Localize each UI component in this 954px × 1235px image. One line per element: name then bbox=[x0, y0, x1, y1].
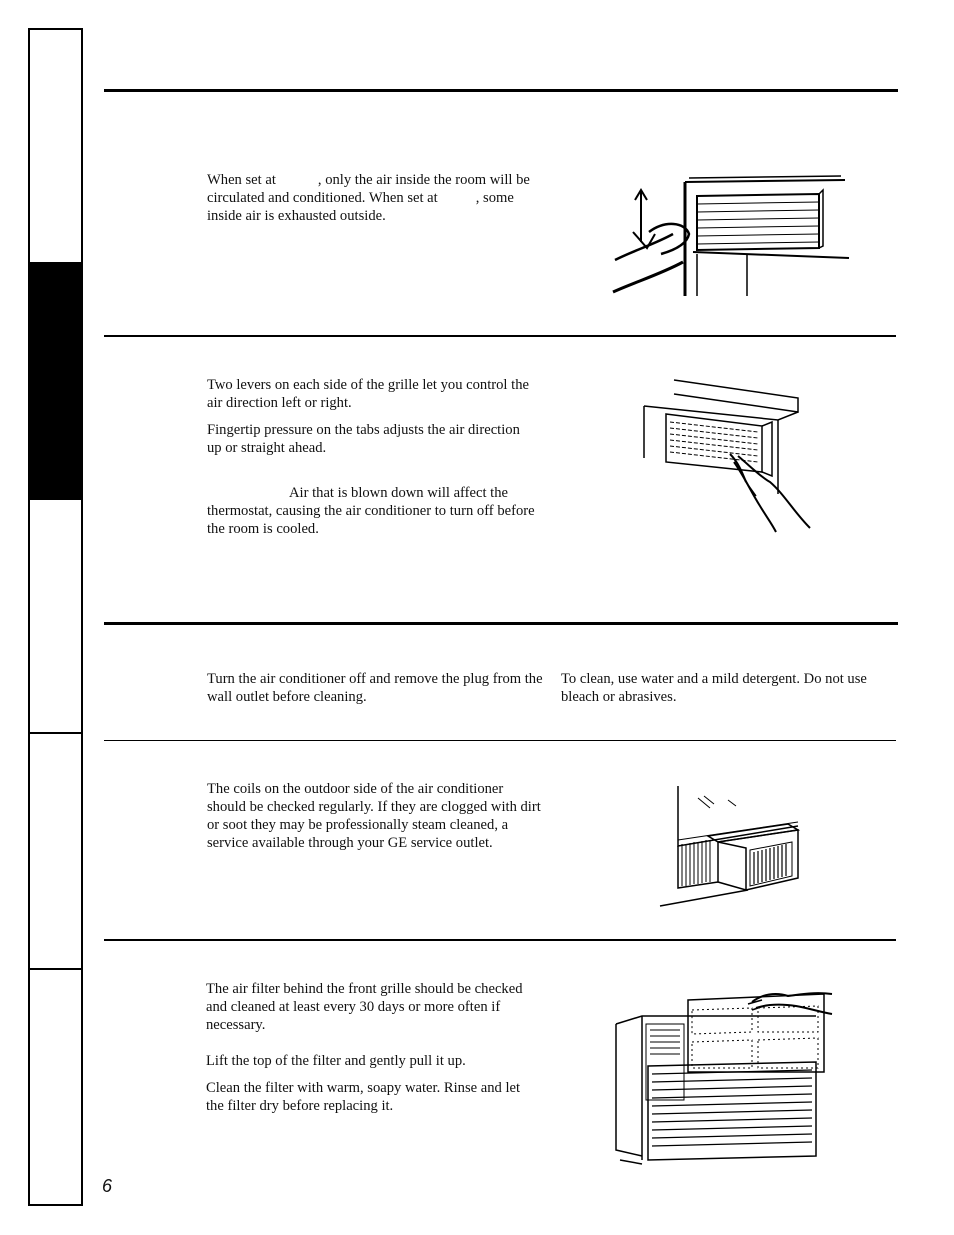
air-direction-louver-illustration bbox=[638, 376, 818, 536]
air-exchange-text bbox=[207, 171, 542, 234]
section-rule-2 bbox=[104, 335, 896, 337]
air-exchange-text-middle: , only the air inside the room will be circulated and conditioned. When set at bbox=[207, 172, 530, 206]
outdoor-coils-illustration bbox=[658, 786, 808, 910]
side-tab-5[interactable] bbox=[28, 968, 83, 1206]
coils-para-1: The coils on the outdoor side of the air conditioner should be checked regularly. If they are clogged with dirt or soot they may be professionally steam cleaned, a service available through your GE service outlet. bbox=[207, 781, 541, 851]
side-tab-3[interactable] bbox=[28, 498, 83, 734]
filter-para-1: The air filter behind the front grille should be checked and cleaned at least every 30 days or more often if necessary. bbox=[206, 981, 523, 1033]
section-rule-5 bbox=[104, 939, 896, 941]
air-direction-para-1: Two levers on each side of the grille let you control the air direction left or right. bbox=[207, 377, 529, 411]
page-number: 6 bbox=[102, 1176, 113, 1196]
side-tab-1[interactable] bbox=[28, 28, 83, 264]
side-tab-2-active[interactable] bbox=[28, 262, 83, 500]
section-rule-4 bbox=[104, 740, 896, 741]
filter-text bbox=[206, 980, 541, 1124]
cleaning-left-text: Turn the air conditioner off and remove the plug from the wall outlet before cleaning. bbox=[207, 671, 543, 705]
air-direction-para-2: Fingertip pressure on the tabs adjusts the air direction up or straight ahead. bbox=[207, 422, 520, 456]
filter-para-2: Lift the top of the filter and gently pull it up. bbox=[206, 1053, 466, 1069]
air-filter-removal-illustration bbox=[612, 980, 842, 1166]
air-exchange-text-after: , some inside air is exhausted outside. bbox=[207, 190, 514, 224]
side-tab-4[interactable] bbox=[28, 732, 83, 970]
section-rule-3 bbox=[104, 622, 898, 625]
air-direction-text bbox=[207, 376, 537, 547]
air-exchange-text-before: When set at bbox=[207, 172, 276, 188]
air-direction-para-3: Air that is blown down will affect the thermostat, causing the air conditioner to turn off before the room is cooled. bbox=[207, 485, 535, 537]
cleaning-right-text: To clean, use water and a mild detergent. Do not use bleach or abrasives. bbox=[561, 671, 867, 705]
section-rule-1 bbox=[104, 89, 898, 92]
air-exchange-control-illustration bbox=[605, 170, 855, 300]
filter-para-3: Clean the filter with warm, soapy water. Rinse and let the filter dry before replacing it. bbox=[206, 1080, 521, 1114]
coils-text bbox=[207, 780, 542, 861]
